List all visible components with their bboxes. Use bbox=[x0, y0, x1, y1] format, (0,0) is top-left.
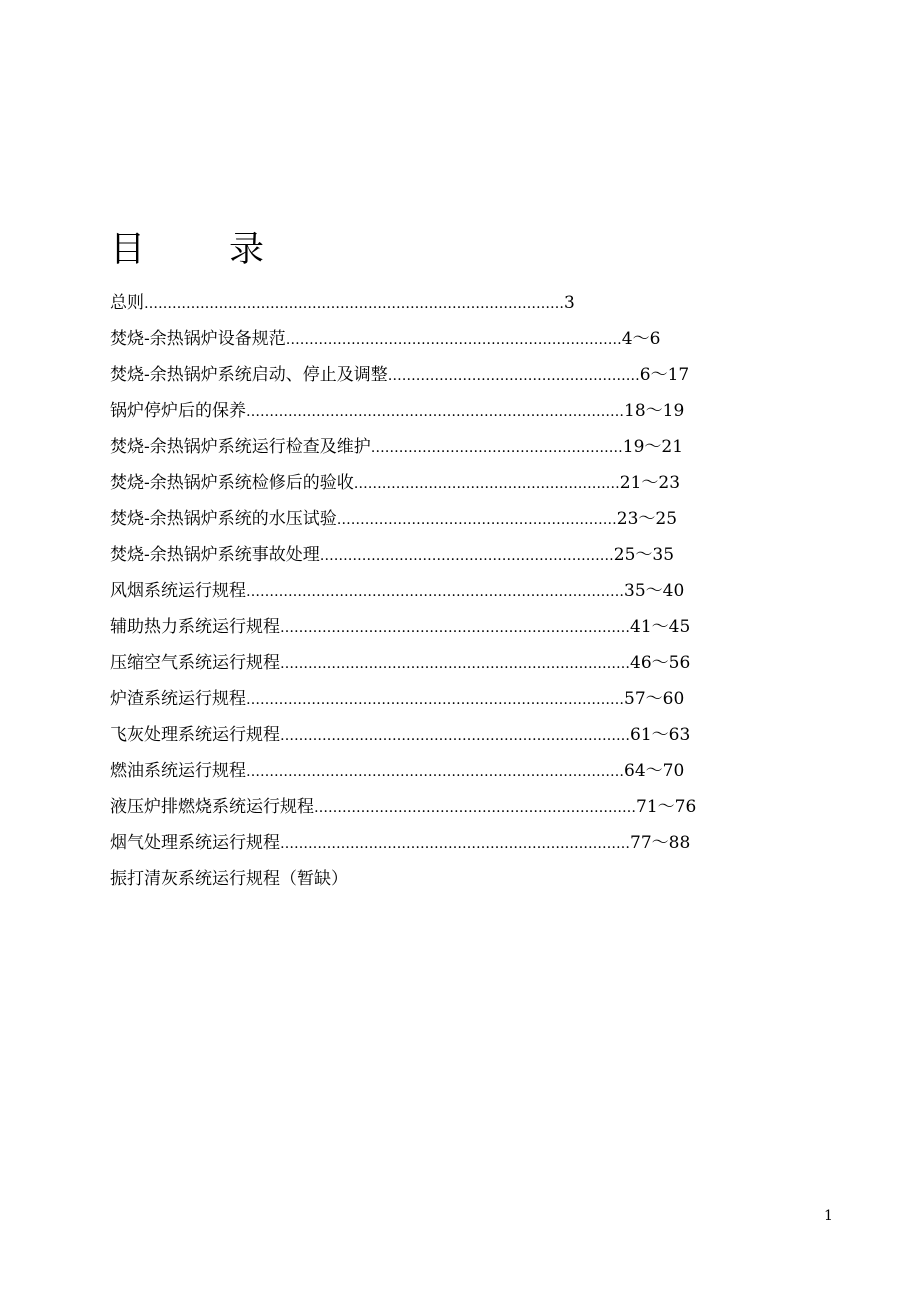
toc-entry-pages: 77～88 bbox=[630, 833, 691, 853]
toc-entry-title: 烟气处理系统运行规程 bbox=[110, 833, 280, 853]
toc-entry-leader: ……………………………………………………………………… bbox=[246, 764, 624, 780]
toc-entry[interactable] bbox=[110, 321, 710, 357]
toc-entry-title: 焚烧-余热锅炉系统运行检查及维护 bbox=[110, 437, 371, 457]
toc-entry-leader: ………………………………………………………………… bbox=[280, 836, 630, 852]
toc-entry-leader: ……………………………………………………………………… bbox=[246, 584, 624, 600]
toc-entry-leader: ……………………………………………………………………… bbox=[246, 692, 624, 708]
toc-entry[interactable] bbox=[110, 357, 710, 393]
toc-entry[interactable] bbox=[110, 645, 710, 681]
toc-entry-leader: ……………………………………………………………………………… bbox=[144, 296, 564, 312]
toc-entry[interactable] bbox=[110, 717, 710, 753]
toc-entry[interactable] bbox=[110, 429, 710, 465]
toc-entry-title: 压缩空气系统运行规程 bbox=[110, 653, 280, 673]
toc-entry-pages: 64～70 bbox=[624, 761, 685, 781]
toc-heading bbox=[110, 226, 264, 274]
toc-entry-title: 炉渣系统运行规程 bbox=[110, 689, 246, 709]
toc-entry[interactable] bbox=[110, 825, 710, 861]
toc-entry-leader: ……………………………………………… bbox=[370, 440, 623, 456]
toc-entry-title: 焚烧-余热锅炉设备规范 bbox=[110, 329, 286, 349]
toc-entry-leader: ………………………………………………………………… bbox=[280, 620, 630, 636]
toc-entry-leader: ……………………………………………………………………… bbox=[246, 404, 624, 420]
toc-entry[interactable] bbox=[110, 609, 710, 645]
toc-entry-pages: 25～35 bbox=[613, 545, 675, 565]
toc-entry-title: 风烟系统运行规程 bbox=[110, 581, 246, 601]
toc-entry-pages: 23～25 bbox=[616, 509, 678, 529]
toc-entry-title: 焚烧-余热锅炉系统检修后的验收 bbox=[110, 473, 354, 493]
toc-list bbox=[110, 285, 710, 897]
toc-entry[interactable] bbox=[110, 393, 710, 429]
toc-entry[interactable] bbox=[110, 789, 710, 825]
toc-entry-title: 辅助热力系统运行规程 bbox=[110, 617, 280, 637]
toc-entry-title: 焚烧-余热锅炉系统事故处理 bbox=[110, 545, 320, 565]
toc-entry-pages: 19～21 bbox=[622, 437, 684, 457]
toc-entry-pages: 71～76 bbox=[636, 797, 697, 817]
toc-entry[interactable] bbox=[110, 681, 710, 717]
toc-entry-leader: ……………………………………………………… bbox=[319, 548, 614, 564]
toc-entry-pages: 57～60 bbox=[624, 689, 685, 709]
toc-entry-title: 液压炉排燃烧系统运行规程 bbox=[110, 797, 314, 817]
toc-entry-leader: ………………………………………………………………… bbox=[280, 728, 630, 744]
toc-entry-pages: 41～45 bbox=[630, 617, 691, 637]
toc-entry-title: 焚烧-余热锅炉系统的水压试验 bbox=[110, 509, 337, 529]
toc-entry-leader: ……………………………………………… bbox=[387, 368, 640, 384]
toc-entry-leader: …………………………………………………… bbox=[336, 512, 617, 528]
toc-entry-leader: …………………………………………………………… bbox=[314, 800, 636, 816]
toc-entry[interactable] bbox=[110, 573, 710, 609]
toc-entry[interactable] bbox=[110, 285, 710, 321]
toc-entry-title: 振打清灰系统运行规程（暂缺） bbox=[110, 869, 348, 889]
toc-entry-pages: 21～23 bbox=[619, 473, 681, 493]
toc-entry-pages: 46～56 bbox=[630, 653, 691, 673]
toc-entry[interactable] bbox=[110, 501, 710, 537]
toc-heading-char-2: 录 bbox=[229, 230, 265, 270]
toc-entry-pages: 35～40 bbox=[624, 581, 685, 601]
toc-entry-pages: 4～6 bbox=[621, 329, 661, 349]
toc-entry-title: 锅炉停炉后的保养 bbox=[110, 401, 246, 421]
toc-entry[interactable] bbox=[110, 537, 710, 573]
toc-entry-title: 燃油系统运行规程 bbox=[110, 761, 246, 781]
toc-entry[interactable] bbox=[110, 465, 710, 501]
toc-entry-leader: ………………………………………………… bbox=[353, 476, 620, 492]
toc-entry-title: 焚烧-余热锅炉系统启动、停止及调整 bbox=[110, 365, 388, 385]
toc-entry-leader: ……………………………………………………………… bbox=[285, 332, 622, 348]
toc-heading-gap bbox=[145, 226, 229, 274]
toc-heading-char-1: 目 bbox=[110, 230, 146, 270]
toc-entry-title: 总则 bbox=[110, 293, 144, 313]
toc-entry[interactable] bbox=[110, 861, 710, 897]
toc-entry[interactable] bbox=[110, 753, 710, 789]
toc-entry-pages: 61～63 bbox=[630, 725, 691, 745]
page-number: 1 bbox=[824, 1208, 833, 1224]
toc-entry-pages: 18～19 bbox=[624, 401, 685, 421]
toc-entry-pages: 3 bbox=[564, 293, 575, 313]
toc-entry-pages: 6～17 bbox=[639, 365, 690, 385]
toc-entry-leader: ………………………………………………………………… bbox=[280, 656, 630, 672]
toc-entry-title: 飞灰处理系统运行规程 bbox=[110, 725, 280, 745]
